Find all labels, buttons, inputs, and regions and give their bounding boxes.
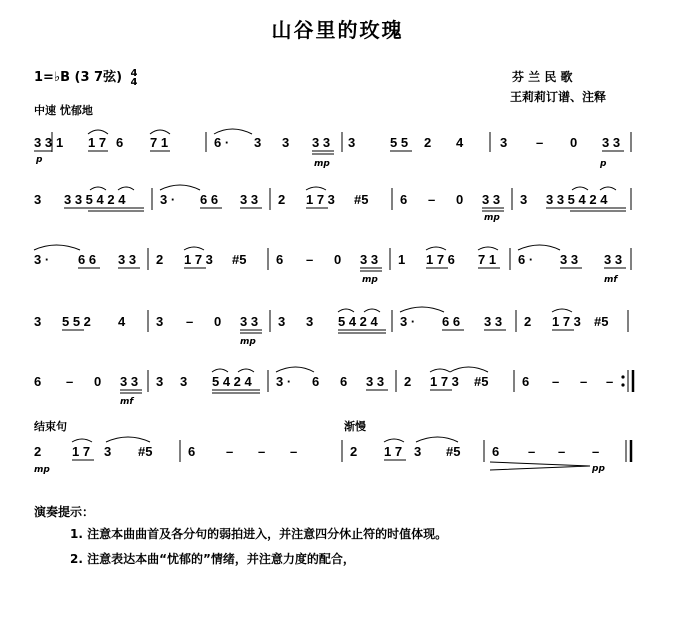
score-line-1 xyxy=(0,122,675,170)
svg-text:1 7 3: 1 7 3 xyxy=(552,314,581,329)
svg-text:6 6: 6 6 xyxy=(78,252,97,267)
svg-text:3 ·: 3 · xyxy=(276,374,292,389)
svg-text:6: 6 xyxy=(312,374,320,389)
tip-1: 1. 注意本曲曲首及各分句的弱拍进入，并注意四分休止符的时值体现。 xyxy=(70,527,448,541)
svg-text:3 ·: 3 · xyxy=(400,314,416,329)
svg-text:3: 3 xyxy=(414,444,422,459)
svg-text:–: – xyxy=(226,444,234,459)
svg-text:–: – xyxy=(528,444,536,459)
tips-title: 演奏提示： xyxy=(34,505,95,519)
svg-text:1: 1 xyxy=(398,252,406,267)
svg-text:1: 1 xyxy=(56,135,64,150)
page-title: 山谷里的玫瑰 xyxy=(271,18,404,42)
svg-text:6: 6 xyxy=(492,444,500,459)
rit-label: 渐慢 xyxy=(344,420,366,433)
time-top: 4 xyxy=(130,67,138,79)
svg-text:1 7: 1 7 xyxy=(72,444,91,459)
svg-text:3 3: 3 3 xyxy=(560,252,579,267)
svg-text:–: – xyxy=(290,444,298,459)
credit-origin: 芬 兰 民 歌 xyxy=(512,70,573,84)
svg-text:–: – xyxy=(428,192,436,207)
svg-text:3 3: 3 3 xyxy=(240,192,259,207)
svg-text:2: 2 xyxy=(156,252,164,267)
svg-text:#5: #5 xyxy=(446,444,461,459)
svg-text:7 1: 7 1 xyxy=(150,135,169,150)
svg-text:3: 3 xyxy=(520,192,528,207)
score-line-5 xyxy=(0,364,675,412)
time-bottom: 4 xyxy=(130,76,138,88)
svg-text:6 ·: 6 · xyxy=(214,135,230,150)
svg-text:2: 2 xyxy=(350,444,358,459)
svg-text:1 7 3: 1 7 3 xyxy=(430,374,459,389)
svg-text:#5: #5 xyxy=(354,192,369,207)
svg-text:6 6: 6 6 xyxy=(442,314,461,329)
svg-text:#5: #5 xyxy=(138,444,153,459)
score-line-3-notation xyxy=(0,242,675,292)
svg-text:p: p xyxy=(36,155,43,165)
svg-text:–: – xyxy=(536,135,544,150)
svg-text:0: 0 xyxy=(214,314,222,329)
svg-text:–: – xyxy=(306,252,314,267)
svg-text:3 ·: 3 · xyxy=(34,252,50,267)
svg-text:mp: mp xyxy=(314,159,330,169)
svg-text:3 3: 3 3 xyxy=(360,252,379,267)
svg-text:pp: pp xyxy=(592,464,605,474)
svg-text:mp: mp xyxy=(484,213,500,223)
svg-text:3: 3 xyxy=(34,314,42,329)
svg-text:1 7: 1 7 xyxy=(384,444,403,459)
svg-text:5 4 2 4: 5 4 2 4 xyxy=(212,374,252,389)
score-line-6-notation xyxy=(0,434,675,484)
svg-text:3 ·: 3 · xyxy=(160,192,176,207)
svg-text:6: 6 xyxy=(522,374,530,389)
score-line-2-notation xyxy=(0,182,675,232)
svg-text:5 5 2: 5 5 2 xyxy=(62,314,91,329)
svg-text:3 3: 3 3 xyxy=(34,135,53,150)
svg-text:3 3 5 4 2 4: 3 3 5 4 2 4 xyxy=(546,192,608,207)
svg-text:–: – xyxy=(606,374,614,389)
svg-text:1 7 6: 1 7 6 xyxy=(426,252,455,267)
svg-text:–: – xyxy=(592,444,600,459)
svg-text:0: 0 xyxy=(94,374,102,389)
svg-text:–: – xyxy=(552,374,560,389)
svg-text:6: 6 xyxy=(188,444,196,459)
svg-text:3: 3 xyxy=(180,374,188,389)
svg-text:3 3: 3 3 xyxy=(604,252,623,267)
key-text: 1=♭B (3 7弦) xyxy=(34,70,123,85)
score-line-4-notation xyxy=(0,304,675,354)
svg-text:–: – xyxy=(258,444,266,459)
svg-text:0: 0 xyxy=(334,252,342,267)
svg-text:3: 3 xyxy=(500,135,508,150)
score-line-6 xyxy=(0,434,675,482)
svg-text:3: 3 xyxy=(156,374,164,389)
svg-text:4: 4 xyxy=(456,135,464,150)
svg-text:3: 3 xyxy=(282,135,290,150)
svg-text:4: 4 xyxy=(118,314,126,329)
svg-text:p: p xyxy=(600,159,607,169)
svg-text:6: 6 xyxy=(34,374,42,389)
svg-text:3 3: 3 3 xyxy=(240,314,259,329)
svg-text:6: 6 xyxy=(400,192,408,207)
score-line-3 xyxy=(0,242,675,290)
svg-text:5 4 2 4: 5 4 2 4 xyxy=(338,314,378,329)
svg-text:5 5: 5 5 xyxy=(390,135,409,150)
svg-text:mf: mf xyxy=(120,397,134,407)
score-line-1-notation xyxy=(0,122,675,172)
key-signature xyxy=(34,66,138,87)
svg-text:3: 3 xyxy=(34,192,42,207)
svg-text:1 7 3: 1 7 3 xyxy=(306,192,335,207)
svg-text:0: 0 xyxy=(456,192,464,207)
time-signature xyxy=(131,69,138,87)
svg-text:6 6: 6 6 xyxy=(200,192,219,207)
svg-text:3: 3 xyxy=(306,314,314,329)
score-line-2 xyxy=(0,182,675,230)
svg-text:6: 6 xyxy=(276,252,284,267)
svg-text:–: – xyxy=(66,374,74,389)
svg-text:3: 3 xyxy=(104,444,112,459)
svg-text:3: 3 xyxy=(254,135,262,150)
svg-text:mp: mp xyxy=(362,275,378,285)
tip-2: 2. 注意表达本曲“忧郁的”情绪，并注意力度的配合， xyxy=(70,552,355,566)
svg-text:7 1: 7 1 xyxy=(478,252,497,267)
svg-text:–: – xyxy=(186,314,194,329)
svg-text:3 3: 3 3 xyxy=(312,135,331,150)
credit-arranger: 王莉莉订谱、注释 xyxy=(510,90,607,104)
svg-text:2: 2 xyxy=(34,444,42,459)
svg-text:#5: #5 xyxy=(232,252,247,267)
svg-text:6: 6 xyxy=(340,374,348,389)
svg-text:2: 2 xyxy=(404,374,412,389)
svg-text:–: – xyxy=(580,374,588,389)
ending-label: 结束句 xyxy=(34,420,67,433)
svg-text:2: 2 xyxy=(424,135,432,150)
svg-text:2: 2 xyxy=(524,314,532,329)
svg-text:–: – xyxy=(558,444,566,459)
score-line-5-notation xyxy=(0,364,675,414)
svg-text:1 7 3: 1 7 3 xyxy=(184,252,213,267)
svg-text:6 ·: 6 · xyxy=(518,252,534,267)
svg-text:mf: mf xyxy=(604,275,618,285)
svg-text:6: 6 xyxy=(116,135,124,150)
svg-text:0: 0 xyxy=(570,135,578,150)
svg-text:3: 3 xyxy=(156,314,164,329)
svg-text:1 7: 1 7 xyxy=(88,135,107,150)
score-line-4 xyxy=(0,304,675,352)
svg-text:mp: mp xyxy=(34,465,50,475)
svg-text:3 3: 3 3 xyxy=(118,252,137,267)
svg-text:2: 2 xyxy=(278,192,286,207)
svg-text:3 3: 3 3 xyxy=(484,314,503,329)
svg-text:3 3 5 4 2 4: 3 3 5 4 2 4 xyxy=(64,192,126,207)
tempo-marking: 中速 忧郁地 xyxy=(34,104,93,117)
svg-text:3: 3 xyxy=(278,314,286,329)
svg-text:3 3: 3 3 xyxy=(120,374,139,389)
svg-text:3 3: 3 3 xyxy=(602,135,621,150)
svg-text:#5: #5 xyxy=(594,314,609,329)
svg-text:3: 3 xyxy=(348,135,356,150)
svg-text:3 3: 3 3 xyxy=(366,374,385,389)
svg-text:3 3: 3 3 xyxy=(482,192,501,207)
svg-text:#5: #5 xyxy=(474,374,489,389)
svg-text:mp: mp xyxy=(240,337,256,347)
